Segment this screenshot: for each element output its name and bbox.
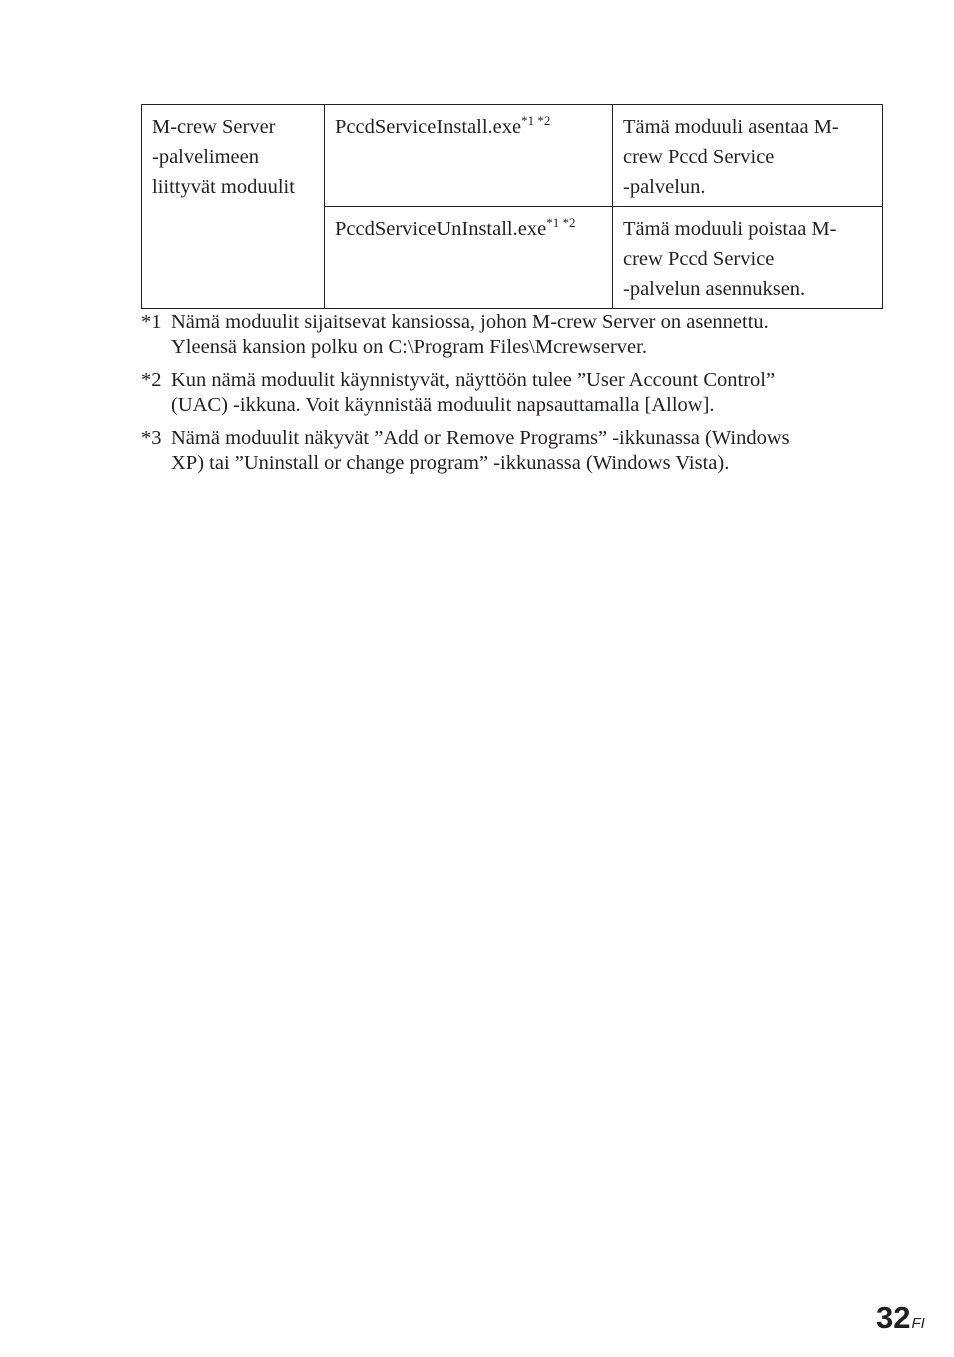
footnote-line: (UAC) -ikkuna. Voit käynnistää moduulit napsauttamalla [Allow]. <box>171 394 715 416</box>
page-language-code: FI <box>911 1315 925 1332</box>
footnote-line: Nämä moduulit sijaitsevat kansiossa, johon M-crew Server on asennettu. <box>171 311 769 333</box>
description-line: crew Pccd Service <box>623 248 775 270</box>
footnote-line: Nämä moduulit näkyvät ”Add or Remove Programs” -ikkunassa (Windows <box>171 427 790 449</box>
group-label-line: -palvelimeen <box>152 146 260 168</box>
footnote-mark: *2 <box>141 369 162 391</box>
group-label-line: liittyvät moduulit <box>152 176 295 198</box>
description-line: crew Pccd Service <box>623 146 775 168</box>
module-name-cell <box>325 207 613 309</box>
module-name: PccdServiceInstall.exe <box>335 116 522 138</box>
page-number <box>876 1300 925 1342</box>
footnote-mark: *3 <box>141 427 162 449</box>
module-description-cell <box>613 105 883 207</box>
description-line: Tämä moduuli asentaa M- <box>623 116 839 138</box>
table-row <box>142 105 883 207</box>
group-label-line: M-crew Server <box>152 116 276 138</box>
description-line: Tämä moduuli poistaa M- <box>623 218 837 240</box>
description-line: -palvelun. <box>623 176 706 198</box>
footnote-line: XP) tai ”Uninstall or change program” -ikkunassa (Windows Vista). <box>171 452 730 474</box>
module-name: PccdServiceUnInstall.exe <box>335 218 547 240</box>
module-name-cell <box>325 105 613 207</box>
footnote <box>141 368 861 418</box>
footnote-refs: *1 *2 <box>521 113 551 128</box>
footnotes <box>141 310 861 484</box>
module-description-cell <box>613 207 883 309</box>
footnote-refs: *1 *2 <box>546 215 576 230</box>
footnote-mark: *1 <box>141 311 162 333</box>
footnote-line: Kun nämä moduulit käynnistyvät, näyttöön tulee ”User Account Control” <box>171 369 776 391</box>
footnote <box>141 310 861 360</box>
module-table <box>141 104 883 309</box>
group-label-cell <box>142 105 325 309</box>
footnote <box>141 426 861 476</box>
page-number-value: 32 <box>876 1300 911 1335</box>
footnote-line: Yleensä kansion polku on C:\Program Files\Mcrewserver. <box>171 336 647 358</box>
description-line: -palvelun asennuksen. <box>623 278 806 300</box>
